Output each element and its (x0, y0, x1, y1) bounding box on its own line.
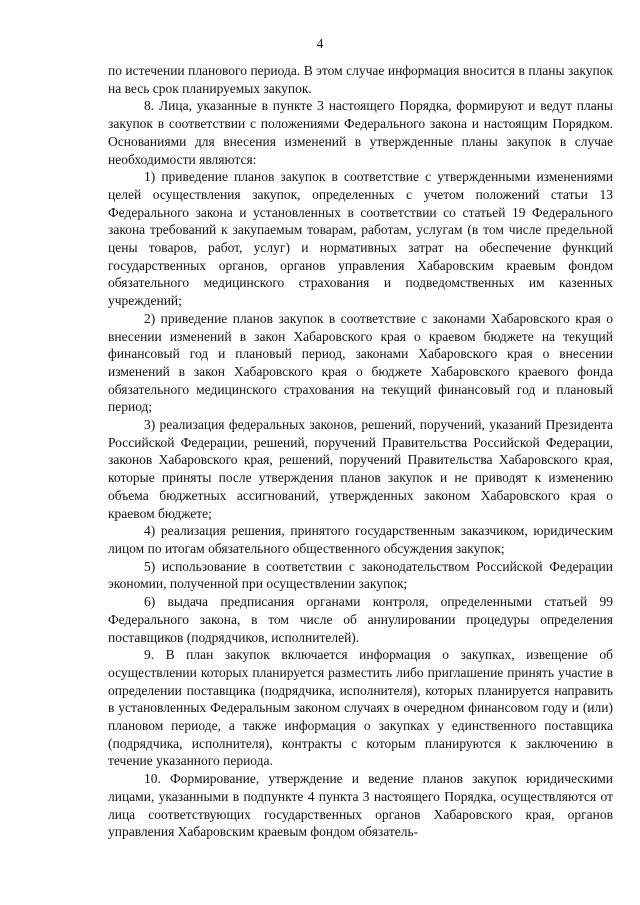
page-number: 4 (316, 36, 324, 51)
paragraph: 4) реализация решения, принятого государственным заказчиком, юридическим лицом по итогам обязательного общественного обсуждения закупок; (108, 523, 613, 556)
paragraph: 1) приведение планов закупок в соответствие с утвержденными изменениями целей осуществления закупок, определенных с учетом положений статьи 13 Федерального закона и установленных в соответствии со статьей 19 Федерального закона требований к закупаемым товарам, работам, услугам (в том числе предельной цены товаров, работ, услуг) и нормативных затрат на обеспечение функций государственных органов, органов управления Хабаровским краевым фондом обязательного медицинского страхования и подведомственных им казенных учреждений; (108, 169, 613, 309)
paragraph: 6) выдача предписания органами контроля, определенными статьей 99 Федерального закона, в том числе об аннулировании процедуры определения поставщиков (подрядчиков, исполнителей). (108, 594, 613, 645)
document-body (108, 62, 613, 841)
paragraph: 3) реализация федеральных законов, решений, поручений, указаний Президента Российской Федерации, решений, поручений Правительства Российской Федерации, законов Хабаровского края, решений, поручений Правительства Хабаровского края, которые приняты после утверждения планов закупок и не приводят к изменению объема бюджетных ассигнований, утвержденных законом Хабаровского края о краевом бюджете; (108, 417, 613, 521)
paragraph: 10. Формирование, утверждение и ведение планов закупок юридическими лицами, указанными в подпункте 4 пункта 3 настоящего Порядка, осуществляются от лица соответствующих государственных органов Хабаровского края, органов управления Хабаровским краевым фондом обязатель- (108, 771, 613, 840)
paragraph: 9. В план закупок включается информация о закупках, извещение об осуществлении которых планируется разместить либо приглашение принять участие в определении поставщика (подрядчика, исполнителя), которых планируется направить в установленных Федеральным законом случаях в очередном финансовом году и (или) плановом периоде, а также информация о закупках у единственного поставщика (подрядчика, исполнителя), контракты с которым планируются к заключению в течение указанного периода. (108, 647, 613, 769)
paragraph: 8. Лица, указанные в пункте 3 настоящего Порядка, формируют и ведут планы закупок в соответствии с положениями Федерального закона и настоящим Порядком. Основаниями для внесения изменений в утвержденные планы закупок в случае необходимости являются: (108, 98, 613, 167)
paragraph: 2) приведение планов закупок в соответствие с законами Хабаровского края о внесении изменений в закон Хабаровского края о краевом бюджете на текущий финансовый год и плановый период, законами Хабаровского края о внесении изменений в закон Хабаровского края о бюджете Хабаровского краевого фонда обязательного медицинского страхования на текущий финансовый год и плановый период; (108, 310, 613, 415)
paragraph: 5) использование в соответствии с законодательством Российской Федерации экономии, полученной при осуществлении закупок; (108, 558, 613, 592)
paragraph: по истечении планового периода. В этом случае информация вносится в планы закупок на весь срок планируемых закупок. (108, 63, 613, 96)
